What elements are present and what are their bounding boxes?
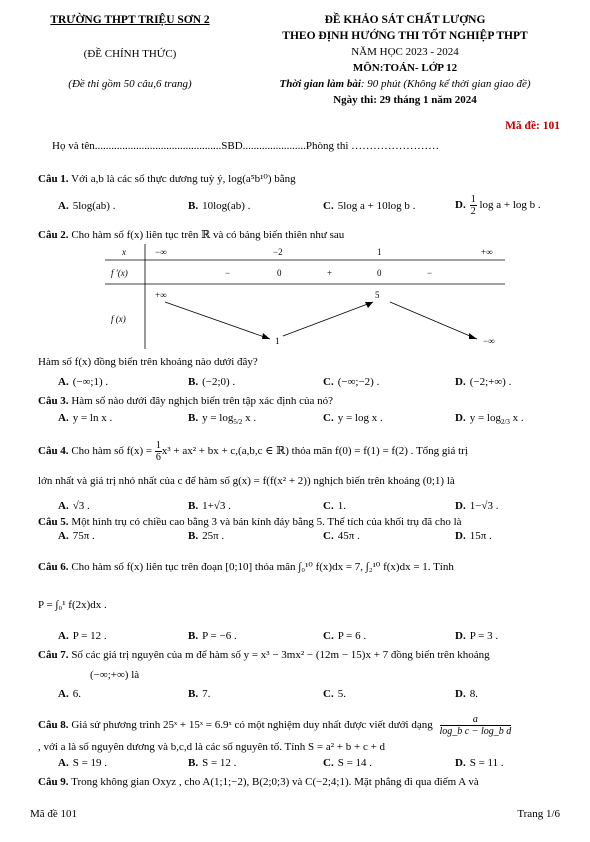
q2-options bbox=[58, 376, 558, 390]
q3-options bbox=[58, 412, 558, 426]
option-a[interactable]: A. S = 19 . bbox=[58, 757, 108, 769]
f-label: f (x) bbox=[111, 314, 126, 324]
fp-zero-2: 0 bbox=[377, 268, 382, 278]
question-label: Câu 4. bbox=[38, 445, 69, 458]
option-c[interactable]: C. 1. bbox=[323, 500, 346, 512]
question-label: Câu 7. bbox=[38, 649, 69, 661]
option-c[interactable]: C. S = 14 . bbox=[323, 757, 373, 769]
exam-title-2: THEO ĐỊNH HƯỚNG THI TỐT NGHIỆP THPT bbox=[282, 30, 528, 42]
f-bot-mid: 1 bbox=[275, 336, 280, 346]
time-value: : 90 phút (Không kể thời gian giao đề) bbox=[360, 78, 531, 90]
option-a[interactable]: A. 6. bbox=[58, 688, 81, 700]
option-c[interactable]: C. 45π . bbox=[323, 530, 360, 542]
option-b[interactable]: B. (−2;0) . bbox=[188, 376, 236, 388]
option-a[interactable]: A. √3 . bbox=[58, 500, 90, 512]
question-8 bbox=[38, 714, 558, 737]
option-c[interactable]: C. 5. bbox=[323, 688, 346, 700]
page-footer bbox=[30, 808, 560, 822]
subject: MÔN:TOÁN- LỚP 12 bbox=[352, 62, 458, 74]
option-d[interactable]: D. S = 11 . bbox=[455, 757, 504, 769]
question-5 bbox=[38, 515, 558, 529]
option-a[interactable]: A. (−∞;1) . bbox=[58, 376, 109, 388]
fp-sign-2: + bbox=[327, 268, 333, 278]
question-7-line-2: (−∞;+∞) là bbox=[90, 669, 140, 681]
page-number: Trang 1/6 bbox=[517, 808, 560, 820]
x-val-4: +∞ bbox=[481, 247, 493, 257]
question-text: Cho hàm số f(x) liên tục trên đoạn [0;10] thỏa mãn ∫₀¹⁰ f(x)dx = 7, ∫₂¹⁰ f(x)dx = 1. Tính bbox=[71, 561, 454, 573]
candidate-line: Họ và tên..............................................SBD.......................Phòng thi …………………… bbox=[52, 140, 440, 152]
option-b[interactable]: B. P = −6 . bbox=[188, 630, 237, 642]
school-year: NĂM HỌC 2023 - 2024 bbox=[351, 46, 459, 58]
fraction: $\frac{a}{\text{log\_b c − log\_b d}}$ bbox=[439, 714, 512, 737]
question-text: Trong không gian Oxyz , cho A(1;1;−2), B(2;0;3) và C(−2;4;1). Mặt phẳng đi qua điểm A và bbox=[71, 776, 479, 788]
q8-options bbox=[58, 757, 558, 771]
question-text: Một hình trụ có chiều cao bằng 3 và bán kính đáy bằng 5. Thể tích của khối trụ đã cho là bbox=[71, 516, 462, 528]
q6-options bbox=[58, 630, 558, 644]
option-c[interactable]: C. 5log a + 10log b . bbox=[323, 200, 416, 212]
variation-table-text bbox=[105, 244, 505, 349]
question-6 bbox=[38, 560, 558, 574]
question-label: Câu 2. bbox=[38, 229, 69, 241]
question-6-line-2: P = ∫₀¹ f(2x)dx . bbox=[38, 599, 107, 611]
x-val-1: −∞ bbox=[155, 247, 167, 257]
option-b[interactable]: B. 25π . bbox=[188, 530, 225, 542]
option-b[interactable]: B. 10log(ab) . bbox=[188, 200, 251, 212]
school-name: TRƯỜNG THPT TRIỆU SƠN 2 bbox=[50, 14, 210, 26]
question-1 bbox=[38, 172, 558, 186]
exam-header bbox=[0, 10, 590, 125]
question-7 bbox=[38, 648, 558, 662]
x-val-3: 1 bbox=[377, 247, 382, 257]
q4-options bbox=[58, 500, 558, 514]
fp-label: f ′(x) bbox=[111, 268, 128, 278]
option-b[interactable]: B. 7. bbox=[188, 688, 211, 700]
question-text: Số các giá trị nguyên của m để hàm số y = x³ − 3mx² − (12m − 15)x + 7 đồng biến trên khoảng bbox=[71, 649, 490, 661]
option-a[interactable]: A. P = 12 . bbox=[58, 630, 107, 642]
question-2 bbox=[38, 228, 558, 242]
footer-exam-code: Mã đề 101 bbox=[30, 808, 78, 820]
x-val-2: −2 bbox=[273, 247, 283, 257]
option-b[interactable]: B. S = 12 . bbox=[188, 757, 237, 769]
exam-code: Mã đề: 101 bbox=[505, 120, 560, 132]
question-3 bbox=[38, 394, 558, 408]
option-d[interactable]: D. $\frac{1}{2}$ log a + log b . bbox=[455, 194, 541, 217]
option-a[interactable]: A. 5log(ab) . bbox=[58, 200, 116, 212]
option-a[interactable]: A. y = ln x . bbox=[58, 412, 113, 424]
option-b[interactable]: B. $y = \log_{5/2} x$ . bbox=[188, 412, 257, 427]
f-top-mid: 5 bbox=[375, 290, 380, 300]
question-4: Câu 4. Cho hàm số f(x) = $\frac{1}{6}$ x³ + ax² + bx + c,(a,b,c ∈ ℝ) thỏa mãn f(0) = f(1) = f(2) . Tổng giá trị bbox=[38, 440, 468, 463]
question-label: Câu 5. bbox=[38, 516, 69, 528]
exam-title-1: ĐỀ KHẢO SÁT CHẤT LƯỢNG bbox=[324, 14, 486, 26]
fp-zero-1: 0 bbox=[277, 268, 282, 278]
question-label: Câu 9. bbox=[38, 776, 69, 788]
fp-sign-1: − bbox=[225, 268, 231, 278]
question-text: Giả sử phương trình 25ˣ + 15ˣ = 6.9ˣ có một nghiệm duy nhất được viết dưới dạng bbox=[71, 719, 433, 732]
option-b[interactable]: B. 1+√3 . bbox=[188, 500, 231, 512]
question-label: Câu 8. bbox=[38, 719, 69, 732]
q7-options bbox=[58, 688, 558, 702]
question-4-line-2: lớn nhất và giá trị nhỏ nhất của c để hàm số g(x) = f(f(x² + 2)) nghịch biến trên khoảng (0;1) là bbox=[38, 475, 455, 487]
question-label: Câu 6. bbox=[38, 561, 69, 573]
f-bot-right: −∞ bbox=[483, 336, 495, 346]
official-label: (ĐỀ CHÍNH THỨC) bbox=[83, 48, 177, 60]
x-label: x bbox=[122, 247, 126, 257]
fp-sign-3: − bbox=[427, 268, 433, 278]
question-text: Với a,b là các số thực dương tuỳ ý, log(a⁵b¹⁰) bằng bbox=[71, 173, 296, 185]
option-d[interactable]: D. 1−√3 . bbox=[455, 500, 499, 512]
option-a[interactable]: A. 75π . bbox=[58, 530, 95, 542]
option-d[interactable]: D. 8. bbox=[455, 688, 478, 700]
question-text: Cho hàm số f(x) liên tục trên ℝ và có bảng biến thiên như sau bbox=[71, 229, 345, 241]
question-label: Câu 1. bbox=[38, 173, 69, 185]
f-top-left: +∞ bbox=[155, 290, 167, 300]
option-c[interactable]: C. (−∞;−2) . bbox=[323, 376, 380, 388]
option-d[interactable]: D. 15π . bbox=[455, 530, 492, 542]
exam-date: Ngày thi: 29 tháng 1 năm 2024 bbox=[333, 94, 477, 106]
time-line bbox=[255, 78, 555, 90]
question-8-line-2: , với a là số nguyên dương và b,c,d là các số nguyên tố. Tính S = a² + b + c + d bbox=[38, 741, 386, 753]
question-9 bbox=[38, 775, 558, 789]
option-d[interactable]: D. $y = \log_{2/3} x$ . bbox=[455, 412, 524, 427]
pages-note: (Đề thi gồm 50 câu,6 trang) bbox=[68, 78, 192, 90]
time-label: Thời gian làm bài bbox=[279, 78, 361, 90]
option-d[interactable]: D. (−2;+∞) . bbox=[455, 376, 512, 388]
option-d[interactable]: D. P = 3 . bbox=[455, 630, 499, 642]
question-text: Hàm số nào dưới đây nghịch biến trên tập xác định của nó? bbox=[71, 395, 333, 407]
question-2-prompt: Hàm số f(x) đồng biến trên khoảng nào dưới đây? bbox=[38, 356, 258, 368]
q5-options bbox=[58, 530, 558, 544]
option-c[interactable]: C. y = log x . bbox=[323, 412, 383, 424]
fraction: $\frac{1}{6}$ bbox=[155, 440, 161, 463]
q1-options bbox=[58, 194, 558, 217]
option-c[interactable]: C. P = 6 . bbox=[323, 630, 367, 642]
question-label: Câu 3. bbox=[38, 395, 69, 407]
